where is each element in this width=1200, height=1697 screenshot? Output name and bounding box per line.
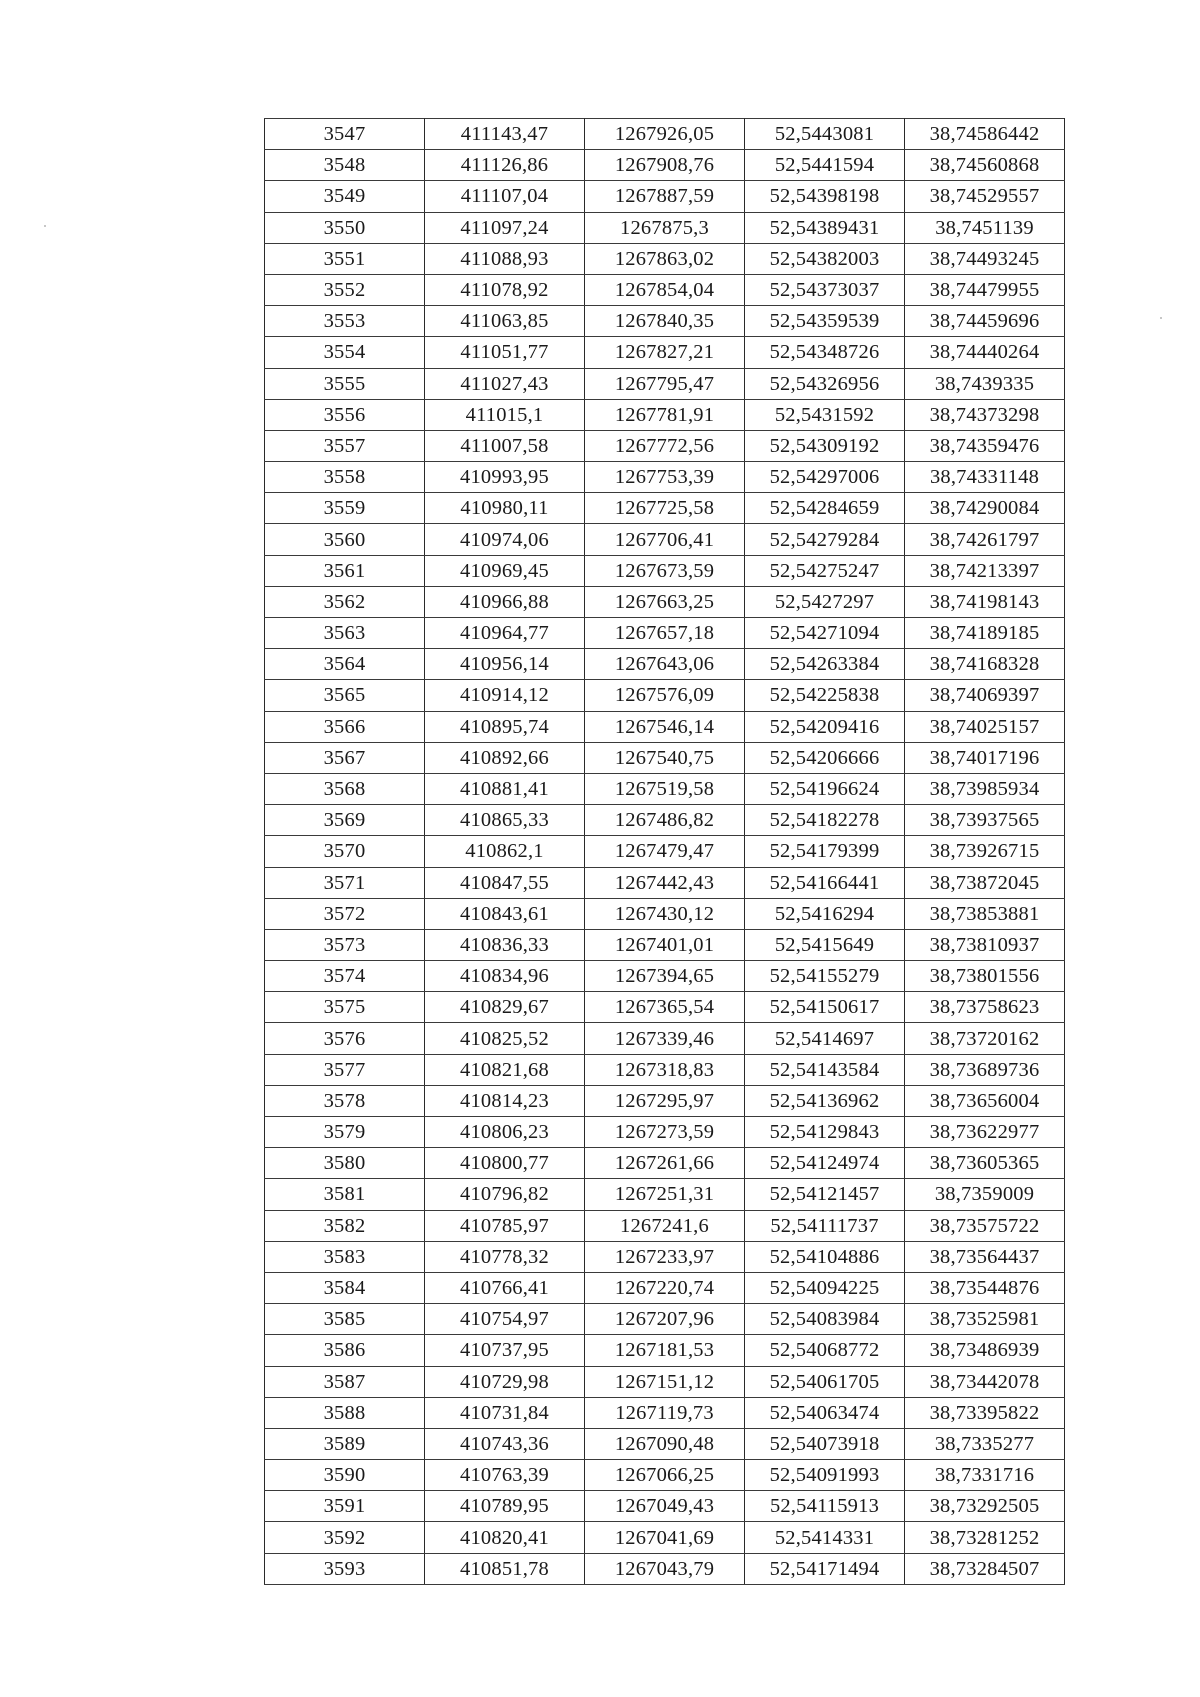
latitude-cell: 52,54382003	[745, 243, 905, 274]
table-row	[265, 805, 1065, 836]
x-coordinate-cell: 410862,1	[425, 836, 585, 867]
latitude-cell: 52,54179399	[745, 836, 905, 867]
x-coordinate-cell: 410763,39	[425, 1460, 585, 1491]
longitude-cell: 38,74459696	[905, 306, 1065, 337]
longitude-cell: 38,73689736	[905, 1054, 1065, 1085]
latitude-cell: 52,54398198	[745, 181, 905, 212]
y-coordinate-cell: 1267251,31	[585, 1179, 745, 1210]
coordinates-table-body	[265, 119, 1065, 1585]
point-number-cell: 3585	[265, 1304, 425, 1335]
point-number-cell: 3574	[265, 961, 425, 992]
x-coordinate-cell: 410789,95	[425, 1491, 585, 1522]
longitude-cell: 38,73622977	[905, 1117, 1065, 1148]
table-row	[265, 680, 1065, 711]
table-row	[265, 961, 1065, 992]
point-number-cell: 3568	[265, 773, 425, 804]
latitude-cell: 52,54111737	[745, 1210, 905, 1241]
table-row	[265, 430, 1065, 461]
table-row	[265, 399, 1065, 430]
latitude-cell: 52,54225838	[745, 680, 905, 711]
latitude-cell: 52,54094225	[745, 1272, 905, 1303]
x-coordinate-cell: 410881,41	[425, 773, 585, 804]
point-number-cell: 3561	[265, 555, 425, 586]
point-number-cell: 3589	[265, 1428, 425, 1459]
x-coordinate-cell: 411063,85	[425, 306, 585, 337]
point-number-cell: 3591	[265, 1491, 425, 1522]
x-coordinate-cell: 410800,77	[425, 1148, 585, 1179]
y-coordinate-cell: 1267657,18	[585, 618, 745, 649]
y-coordinate-cell: 1267863,02	[585, 243, 745, 274]
table-row	[265, 1304, 1065, 1335]
latitude-cell: 52,5427297	[745, 586, 905, 617]
longitude-cell: 38,73872045	[905, 867, 1065, 898]
longitude-cell: 38,7451139	[905, 212, 1065, 243]
longitude-cell: 38,73656004	[905, 1085, 1065, 1116]
table-row	[265, 711, 1065, 742]
table-row	[265, 1117, 1065, 1148]
table-row	[265, 462, 1065, 493]
point-number-cell: 3567	[265, 742, 425, 773]
y-coordinate-cell: 1267519,58	[585, 773, 745, 804]
y-coordinate-cell: 1267854,04	[585, 274, 745, 305]
longitude-cell: 38,74560868	[905, 150, 1065, 181]
y-coordinate-cell: 1267479,47	[585, 836, 745, 867]
table-row	[265, 150, 1065, 181]
y-coordinate-cell: 1267207,96	[585, 1304, 745, 1335]
table-row	[265, 1335, 1065, 1366]
table-row	[265, 368, 1065, 399]
x-coordinate-cell: 410834,96	[425, 961, 585, 992]
y-coordinate-cell: 1267875,3	[585, 212, 745, 243]
latitude-cell: 52,54373037	[745, 274, 905, 305]
y-coordinate-cell: 1267220,74	[585, 1272, 745, 1303]
latitude-cell: 52,54309192	[745, 430, 905, 461]
x-coordinate-cell: 410964,77	[425, 618, 585, 649]
latitude-cell: 52,54115913	[745, 1491, 905, 1522]
x-coordinate-cell: 410785,97	[425, 1210, 585, 1241]
longitude-cell: 38,73853881	[905, 898, 1065, 929]
longitude-cell: 38,74168328	[905, 649, 1065, 680]
x-coordinate-cell: 410895,74	[425, 711, 585, 742]
x-coordinate-cell: 410825,52	[425, 1023, 585, 1054]
point-number-cell: 3555	[265, 368, 425, 399]
point-number-cell: 3581	[265, 1179, 425, 1210]
latitude-cell: 52,54171494	[745, 1553, 905, 1584]
longitude-cell: 38,73486939	[905, 1335, 1065, 1366]
y-coordinate-cell: 1267795,47	[585, 368, 745, 399]
longitude-cell: 38,74373298	[905, 399, 1065, 430]
latitude-cell: 52,54143584	[745, 1054, 905, 1085]
longitude-cell: 38,73937565	[905, 805, 1065, 836]
table-row	[265, 1272, 1065, 1303]
x-coordinate-cell: 410980,11	[425, 493, 585, 524]
longitude-cell: 38,7359009	[905, 1179, 1065, 1210]
point-number-cell: 3573	[265, 929, 425, 960]
y-coordinate-cell: 1267442,43	[585, 867, 745, 898]
y-coordinate-cell: 1267233,97	[585, 1241, 745, 1272]
y-coordinate-cell: 1267049,43	[585, 1491, 745, 1522]
point-number-cell: 3571	[265, 867, 425, 898]
longitude-cell: 38,73284507	[905, 1553, 1065, 1584]
point-number-cell: 3558	[265, 462, 425, 493]
latitude-cell: 52,54359539	[745, 306, 905, 337]
table-row	[265, 1522, 1065, 1553]
longitude-cell: 38,7439335	[905, 368, 1065, 399]
longitude-cell: 38,73810937	[905, 929, 1065, 960]
x-coordinate-cell: 410969,45	[425, 555, 585, 586]
table-row	[265, 243, 1065, 274]
table-row	[265, 181, 1065, 212]
point-number-cell: 3552	[265, 274, 425, 305]
longitude-cell: 38,73801556	[905, 961, 1065, 992]
y-coordinate-cell: 1267908,76	[585, 150, 745, 181]
scan-speck	[44, 225, 46, 227]
longitude-cell: 38,73575722	[905, 1210, 1065, 1241]
table-row	[265, 306, 1065, 337]
point-number-cell: 3557	[265, 430, 425, 461]
latitude-cell: 52,54209416	[745, 711, 905, 742]
point-number-cell: 3556	[265, 399, 425, 430]
x-coordinate-cell: 411015,1	[425, 399, 585, 430]
x-coordinate-cell: 410737,95	[425, 1335, 585, 1366]
y-coordinate-cell: 1267540,75	[585, 742, 745, 773]
latitude-cell: 52,54284659	[745, 493, 905, 524]
y-coordinate-cell: 1267041,69	[585, 1522, 745, 1553]
longitude-cell: 38,73564437	[905, 1241, 1065, 1272]
x-coordinate-cell: 411078,92	[425, 274, 585, 305]
latitude-cell: 52,54068772	[745, 1335, 905, 1366]
x-coordinate-cell: 411027,43	[425, 368, 585, 399]
longitude-cell: 38,74198143	[905, 586, 1065, 617]
scan-speck	[1160, 317, 1162, 319]
table-row	[265, 898, 1065, 929]
x-coordinate-cell: 410729,98	[425, 1366, 585, 1397]
x-coordinate-cell: 410993,95	[425, 462, 585, 493]
x-coordinate-cell: 410851,78	[425, 1553, 585, 1584]
latitude-cell: 52,54129843	[745, 1117, 905, 1148]
latitude-cell: 52,54206666	[745, 742, 905, 773]
coordinates-table	[264, 118, 1065, 1585]
table-row	[265, 524, 1065, 555]
longitude-cell: 38,73525981	[905, 1304, 1065, 1335]
x-coordinate-cell: 410843,61	[425, 898, 585, 929]
longitude-cell: 38,73926715	[905, 836, 1065, 867]
latitude-cell: 52,54104886	[745, 1241, 905, 1272]
x-coordinate-cell: 410821,68	[425, 1054, 585, 1085]
y-coordinate-cell: 1267318,83	[585, 1054, 745, 1085]
x-coordinate-cell: 410766,41	[425, 1272, 585, 1303]
point-number-cell: 3566	[265, 711, 425, 742]
point-number-cell: 3590	[265, 1460, 425, 1491]
table-row	[265, 742, 1065, 773]
latitude-cell: 52,54083984	[745, 1304, 905, 1335]
y-coordinate-cell: 1267401,01	[585, 929, 745, 960]
x-coordinate-cell: 410743,36	[425, 1428, 585, 1459]
longitude-cell: 38,73985934	[905, 773, 1065, 804]
x-coordinate-cell: 410974,06	[425, 524, 585, 555]
point-number-cell: 3547	[265, 119, 425, 150]
point-number-cell: 3548	[265, 150, 425, 181]
x-coordinate-cell: 410847,55	[425, 867, 585, 898]
point-number-cell: 3582	[265, 1210, 425, 1241]
x-coordinate-cell: 411007,58	[425, 430, 585, 461]
point-number-cell: 3570	[265, 836, 425, 867]
latitude-cell: 52,54279284	[745, 524, 905, 555]
latitude-cell: 52,54182278	[745, 805, 905, 836]
x-coordinate-cell: 410829,67	[425, 992, 585, 1023]
point-number-cell: 3551	[265, 243, 425, 274]
latitude-cell: 52,54063474	[745, 1397, 905, 1428]
table-row	[265, 1148, 1065, 1179]
longitude-cell: 38,74479955	[905, 274, 1065, 305]
longitude-cell: 38,73281252	[905, 1522, 1065, 1553]
point-number-cell: 3584	[265, 1272, 425, 1303]
latitude-cell: 52,54326956	[745, 368, 905, 399]
x-coordinate-cell: 411143,47	[425, 119, 585, 150]
y-coordinate-cell: 1267261,66	[585, 1148, 745, 1179]
longitude-cell: 38,73395822	[905, 1397, 1065, 1428]
latitude-cell: 52,54091993	[745, 1460, 905, 1491]
latitude-cell: 52,54297006	[745, 462, 905, 493]
x-coordinate-cell: 410966,88	[425, 586, 585, 617]
table-row	[265, 1460, 1065, 1491]
x-coordinate-cell: 410814,23	[425, 1085, 585, 1116]
latitude-cell: 52,5415649	[745, 929, 905, 960]
point-number-cell: 3553	[265, 306, 425, 337]
point-number-cell: 3587	[265, 1366, 425, 1397]
y-coordinate-cell: 1267365,54	[585, 992, 745, 1023]
y-coordinate-cell: 1267827,21	[585, 337, 745, 368]
table-row	[265, 212, 1065, 243]
y-coordinate-cell: 1267887,59	[585, 181, 745, 212]
point-number-cell: 3588	[265, 1397, 425, 1428]
y-coordinate-cell: 1267725,58	[585, 493, 745, 524]
x-coordinate-cell: 410731,84	[425, 1397, 585, 1428]
latitude-cell: 52,54263384	[745, 649, 905, 680]
latitude-cell: 52,54061705	[745, 1366, 905, 1397]
table-row	[265, 1491, 1065, 1522]
table-row	[265, 119, 1065, 150]
longitude-cell: 38,74331148	[905, 462, 1065, 493]
x-coordinate-cell: 410956,14	[425, 649, 585, 680]
x-coordinate-cell: 410754,97	[425, 1304, 585, 1335]
y-coordinate-cell: 1267576,09	[585, 680, 745, 711]
y-coordinate-cell: 1267673,59	[585, 555, 745, 586]
latitude-cell: 52,5416294	[745, 898, 905, 929]
latitude-cell: 52,54073918	[745, 1428, 905, 1459]
longitude-cell: 38,73758623	[905, 992, 1065, 1023]
table-row	[265, 1366, 1065, 1397]
point-number-cell: 3575	[265, 992, 425, 1023]
y-coordinate-cell: 1267643,06	[585, 649, 745, 680]
table-row	[265, 1210, 1065, 1241]
longitude-cell: 38,74261797	[905, 524, 1065, 555]
y-coordinate-cell: 1267090,48	[585, 1428, 745, 1459]
longitude-cell: 38,74586442	[905, 119, 1065, 150]
point-number-cell: 3578	[265, 1085, 425, 1116]
point-number-cell: 3593	[265, 1553, 425, 1584]
y-coordinate-cell: 1267840,35	[585, 306, 745, 337]
y-coordinate-cell: 1267486,82	[585, 805, 745, 836]
point-number-cell: 3577	[265, 1054, 425, 1085]
point-number-cell: 3586	[265, 1335, 425, 1366]
point-number-cell: 3550	[265, 212, 425, 243]
latitude-cell: 52,54389431	[745, 212, 905, 243]
table-row	[265, 773, 1065, 804]
x-coordinate-cell: 410914,12	[425, 680, 585, 711]
y-coordinate-cell: 1267772,56	[585, 430, 745, 461]
longitude-cell: 38,74440264	[905, 337, 1065, 368]
point-number-cell: 3560	[265, 524, 425, 555]
longitude-cell: 38,73292505	[905, 1491, 1065, 1522]
y-coordinate-cell: 1267781,91	[585, 399, 745, 430]
latitude-cell: 52,5414697	[745, 1023, 905, 1054]
longitude-cell: 38,73544876	[905, 1272, 1065, 1303]
longitude-cell: 38,73720162	[905, 1023, 1065, 1054]
latitude-cell: 52,54150617	[745, 992, 905, 1023]
x-coordinate-cell: 411126,86	[425, 150, 585, 181]
latitude-cell: 52,54275247	[745, 555, 905, 586]
y-coordinate-cell: 1267151,12	[585, 1366, 745, 1397]
x-coordinate-cell: 410806,23	[425, 1117, 585, 1148]
y-coordinate-cell: 1267043,79	[585, 1553, 745, 1584]
y-coordinate-cell: 1267753,39	[585, 462, 745, 493]
table-row	[265, 274, 1065, 305]
latitude-cell: 52,54196624	[745, 773, 905, 804]
latitude-cell: 52,5441594	[745, 150, 905, 181]
latitude-cell: 52,54124974	[745, 1148, 905, 1179]
y-coordinate-cell: 1267339,46	[585, 1023, 745, 1054]
x-coordinate-cell: 411097,24	[425, 212, 585, 243]
latitude-cell: 52,54155279	[745, 961, 905, 992]
longitude-cell: 38,74359476	[905, 430, 1065, 461]
point-number-cell: 3559	[265, 493, 425, 524]
table-row	[265, 1428, 1065, 1459]
table-row	[265, 1397, 1065, 1428]
x-coordinate-cell: 411051,77	[425, 337, 585, 368]
x-coordinate-cell: 410820,41	[425, 1522, 585, 1553]
x-coordinate-cell: 410892,66	[425, 742, 585, 773]
latitude-cell: 52,54136962	[745, 1085, 905, 1116]
point-number-cell: 3549	[265, 181, 425, 212]
y-coordinate-cell: 1267706,41	[585, 524, 745, 555]
latitude-cell: 52,54121457	[745, 1179, 905, 1210]
x-coordinate-cell: 410865,33	[425, 805, 585, 836]
y-coordinate-cell: 1267119,73	[585, 1397, 745, 1428]
point-number-cell: 3563	[265, 618, 425, 649]
longitude-cell: 38,74213397	[905, 555, 1065, 586]
y-coordinate-cell: 1267663,25	[585, 586, 745, 617]
point-number-cell: 3569	[265, 805, 425, 836]
table-row	[265, 618, 1065, 649]
table-row	[265, 1054, 1065, 1085]
table-row	[265, 1023, 1065, 1054]
y-coordinate-cell: 1267394,65	[585, 961, 745, 992]
table-row	[265, 1241, 1065, 1272]
x-coordinate-cell: 410796,82	[425, 1179, 585, 1210]
table-row	[265, 586, 1065, 617]
point-number-cell: 3579	[265, 1117, 425, 1148]
latitude-cell: 52,5431592	[745, 399, 905, 430]
table-row	[265, 867, 1065, 898]
table-row	[265, 649, 1065, 680]
y-coordinate-cell: 1267181,53	[585, 1335, 745, 1366]
longitude-cell: 38,7335277	[905, 1428, 1065, 1459]
x-coordinate-cell: 410836,33	[425, 929, 585, 960]
point-number-cell: 3554	[265, 337, 425, 368]
latitude-cell: 52,54348726	[745, 337, 905, 368]
longitude-cell: 38,74069397	[905, 680, 1065, 711]
point-number-cell: 3592	[265, 1522, 425, 1553]
y-coordinate-cell: 1267066,25	[585, 1460, 745, 1491]
longitude-cell: 38,74529557	[905, 181, 1065, 212]
y-coordinate-cell: 1267546,14	[585, 711, 745, 742]
latitude-cell: 52,54271094	[745, 618, 905, 649]
point-number-cell: 3576	[265, 1023, 425, 1054]
longitude-cell: 38,74290084	[905, 493, 1065, 524]
point-number-cell: 3565	[265, 680, 425, 711]
table-row	[265, 555, 1065, 586]
table-row	[265, 1085, 1065, 1116]
latitude-cell: 52,54166441	[745, 867, 905, 898]
longitude-cell: 38,73442078	[905, 1366, 1065, 1397]
table-row	[265, 836, 1065, 867]
table-row	[265, 992, 1065, 1023]
point-number-cell: 3572	[265, 898, 425, 929]
longitude-cell: 38,74493245	[905, 243, 1065, 274]
table-row	[265, 1179, 1065, 1210]
y-coordinate-cell: 1267430,12	[585, 898, 745, 929]
longitude-cell: 38,74025157	[905, 711, 1065, 742]
longitude-cell: 38,73605365	[905, 1148, 1065, 1179]
x-coordinate-cell: 411107,04	[425, 181, 585, 212]
latitude-cell: 52,5414331	[745, 1522, 905, 1553]
latitude-cell: 52,5443081	[745, 119, 905, 150]
y-coordinate-cell: 1267926,05	[585, 119, 745, 150]
x-coordinate-cell: 410778,32	[425, 1241, 585, 1272]
longitude-cell: 38,74189185	[905, 618, 1065, 649]
point-number-cell: 3583	[265, 1241, 425, 1272]
longitude-cell: 38,74017196	[905, 742, 1065, 773]
table-row	[265, 929, 1065, 960]
x-coordinate-cell: 411088,93	[425, 243, 585, 274]
longitude-cell: 38,7331716	[905, 1460, 1065, 1491]
point-number-cell: 3580	[265, 1148, 425, 1179]
point-number-cell: 3562	[265, 586, 425, 617]
point-number-cell: 3564	[265, 649, 425, 680]
table-row	[265, 1553, 1065, 1584]
y-coordinate-cell: 1267241,6	[585, 1210, 745, 1241]
y-coordinate-cell: 1267295,97	[585, 1085, 745, 1116]
y-coordinate-cell: 1267273,59	[585, 1117, 745, 1148]
table-row	[265, 337, 1065, 368]
table-row	[265, 493, 1065, 524]
